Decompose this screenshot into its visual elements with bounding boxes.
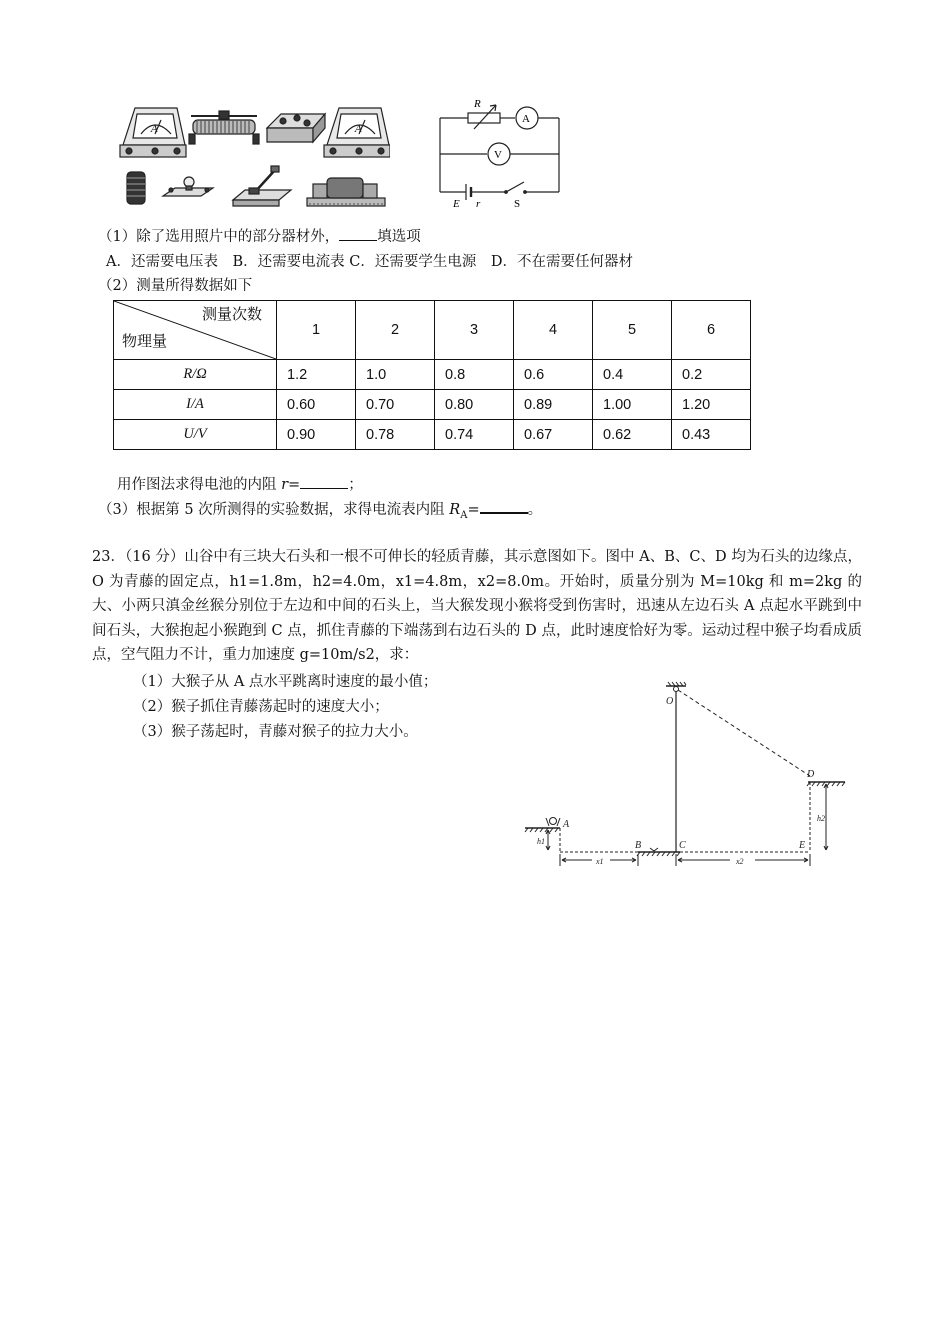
fig-label-x2: x2	[736, 857, 744, 866]
graph-prefix: 用作图法求得电池的内阻	[117, 477, 282, 493]
svg-text:A: A	[151, 124, 159, 135]
table-cell: 0.89	[514, 390, 593, 420]
column-header: 6	[672, 301, 751, 360]
table-cell: 0.8	[435, 360, 514, 390]
column-header: 5	[593, 301, 672, 360]
table-corner-cell	[114, 301, 277, 360]
table-cell: 0.90	[277, 420, 356, 450]
data-table	[113, 300, 751, 450]
table-cell: 0.74	[435, 420, 514, 450]
label-V: V	[494, 149, 502, 161]
q22-part1	[98, 225, 421, 246]
q22-part2	[98, 274, 252, 295]
fig-label-B: B	[635, 840, 642, 851]
equipment-photos	[115, 100, 390, 210]
table-row	[114, 420, 751, 450]
switch-photo-icon	[233, 166, 291, 206]
battery-photo-icon	[127, 172, 145, 204]
q22-part3-var: R	[449, 502, 461, 518]
graph-eq: =	[288, 477, 301, 493]
bulb-photo-icon	[163, 177, 213, 196]
q22-part3-prefix: （3）根据第 5 次所测得的实验数据，求得电流表内阻	[98, 502, 450, 518]
q22-part1-suffix: 填选项	[377, 229, 421, 245]
table-cell: 0.6	[514, 360, 593, 390]
q22-options-text: A．还需要电压表 B．还需要电流表 C．还需要学生电源 D．不在需要任何器材	[106, 254, 633, 270]
row-label: I/A	[114, 390, 277, 420]
table-cell: 0.67	[514, 420, 593, 450]
label-S: S	[514, 198, 521, 210]
label-r: r	[476, 198, 481, 210]
voltmeter-photo-icon	[324, 108, 390, 157]
table-header-row	[114, 301, 751, 360]
table-row	[114, 390, 751, 420]
table-cell: 1.20	[672, 390, 751, 420]
q22-part3-eq: =	[467, 502, 480, 518]
answer-blank-r[interactable]	[300, 488, 348, 489]
table-cell: 0.70	[356, 390, 435, 420]
fig-label-h2: h2	[817, 814, 825, 823]
fig-label-A: A	[563, 819, 570, 830]
row-label: R/Ω	[114, 360, 277, 390]
resistance-box-photo-icon	[267, 114, 325, 142]
small-monkey-icon	[650, 848, 658, 851]
label-A: A	[522, 113, 530, 125]
answer-blank-ra[interactable]	[480, 512, 528, 514]
monkey-vine-figure	[520, 680, 860, 875]
fig-label-D: D	[807, 769, 815, 780]
answer-blank-1[interactable]	[339, 240, 377, 241]
fig-label-x1: x1	[596, 857, 604, 866]
corner-label-quantity: 物理量	[122, 333, 168, 350]
svg-text:A: A	[355, 124, 363, 135]
q23-sub3: （3）猴子荡起时，青藤对猴子的拉力大小。	[133, 724, 418, 740]
q22-part3	[98, 498, 542, 521]
rheostat-photo-icon	[189, 111, 259, 144]
table-cell: 0.78	[356, 420, 435, 450]
corner-label-trials: 测量次数	[201, 306, 262, 323]
column-header: 4	[514, 301, 593, 360]
q23-sub1: （1）大猴子从 A 点水平跳离时速度的最小值；	[133, 674, 438, 690]
table-cell: 0.80	[435, 390, 514, 420]
q22-part1-prefix: （1）除了选用照片中的部分器材外，	[98, 229, 340, 245]
q22-part2-text: （2）测量所得数据如下	[98, 278, 253, 294]
q22-options	[106, 250, 633, 271]
table-cell: 0.62	[593, 420, 672, 450]
table-row	[114, 360, 751, 390]
graph-end: ；	[348, 477, 363, 493]
fig-label-O: O	[666, 696, 674, 707]
q23-text: 23．（16 分）山谷中有三块大石头和一根不可伸长的轻质青藤，其示意图如下。图中 A、B、C、D 均为石头的边缘点，O 为青藤的固定点，h1=1.8m，h2=4.0m，x1=4.8m，x2=8.0m。开始时，质量分别为 M=10kg 和 m=2kg 的大、小两只滇金丝猴分别位于左边和中间的石头上，当大猴发现小猴将受到伤害时，迅速从左边石头 A 点起水平跳到中间石头，大猴抱起小猴跑到 C 点，抓住青藤的下端荡到右边石头的 D 点，此时速度恰好为零。运动过程中猴子均看成质点，空气阻力不计，重力加速度 g=10m/s2，求：	[92, 549, 862, 663]
circuit-diagram	[430, 95, 570, 210]
label-E: E	[453, 198, 460, 210]
table-cell: 0.4	[593, 360, 672, 390]
q23-sub2: （2）猴子抓住青藤荡起时的速度大小；	[133, 699, 389, 715]
q22-part3-sub: A	[460, 509, 468, 521]
fig-label-h1: h1	[537, 837, 545, 846]
table-cell: 0.60	[277, 390, 356, 420]
q22-part3-end: 。	[527, 502, 543, 518]
column-header: 2	[356, 301, 435, 360]
coil-photo-icon	[307, 178, 385, 206]
fig-label-E: E	[799, 840, 806, 851]
ammeter-photo-icon	[120, 108, 186, 157]
table-cell: 0.2	[672, 360, 751, 390]
graph-var: r	[281, 477, 289, 493]
column-header: 3	[435, 301, 514, 360]
row-label: U/V	[114, 420, 277, 450]
fig-label-C: C	[679, 840, 686, 851]
table-cell: 1.0	[356, 360, 435, 390]
switch-symbol	[506, 182, 524, 192]
big-monkey-icon	[550, 818, 557, 825]
column-header: 1	[277, 301, 356, 360]
table-cell: 0.43	[672, 420, 751, 450]
label-R: R	[474, 98, 481, 110]
table-cell: 1.00	[593, 390, 672, 420]
table-cell: 1.2	[277, 360, 356, 390]
q22-graph-line	[117, 473, 363, 494]
